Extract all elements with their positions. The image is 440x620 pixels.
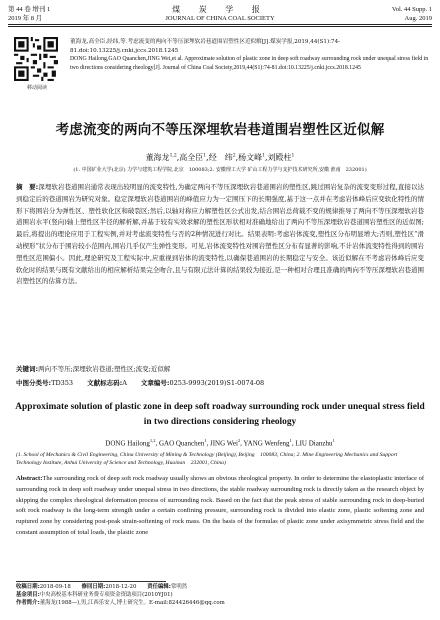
author-en: JING Wei — [210, 439, 238, 448]
header-right — [392, 6, 432, 23]
authors-cn: 董海龙$^{1,2}$,高全臣$^1$,经 纬$^2$,杨文峰$^1$,刘殿柱$^1$ — [145, 153, 295, 162]
abstract-en — [16, 474, 424, 539]
footnote-fund — [16, 591, 426, 599]
author-sup: 1 — [203, 153, 207, 159]
classification-row — [16, 378, 424, 387]
keywords-label: 关键词: — [16, 365, 39, 373]
affiliation-en: (1. School of Mechanics & Civil Engineering, China University of Mining & Technology (Beijing), Beijing 100083, China; 2. Mine Engineering Mechanics and Support Technology Institute, Anhui University of Science and Technology, Huainan 232001, China) — [16, 452, 398, 466]
article-no-label: 文章编号: — [140, 379, 170, 387]
author-sup: 1 — [204, 438, 207, 443]
author-bio-text: 董海龙(1988—),男,江西乐安人,博士研究生。E-mail:824426446@qq.com — [39, 600, 225, 606]
fund-text: 中央高校基本科研业务费专项资金资助项目(2010YJ01) — [39, 592, 173, 598]
keywords-text: 两向不等压;深埋软岩巷道;塑性区;流变;近似解 — [38, 365, 171, 373]
citation-authors-cn: 董海龙,高全臣,经纬,等. — [70, 39, 128, 45]
authors-en: DONG Hailong$^{1,2}$, GAO Quanchen$^1$, JING Wei$^2$, YANG Wenfeng$^1$, LIU Dianzhu$^1$ — [105, 438, 335, 448]
citation-block — [70, 38, 434, 72]
doc-code-label: 文献标志码: — [87, 379, 123, 387]
header-rule-thick — [8, 24, 432, 25]
abstract-cn — [16, 182, 424, 288]
author-en: DONG Hailong — [105, 439, 150, 448]
editor-name: 常明然 — [170, 584, 188, 590]
abstract-text-cn: 深埋软岩巷道围岩通常表现出较明显的流变特性,为确定两向不等压深埋软岩巷道围岩的塑性区,跳过围岩复杂的流变变形过程,直接以达到稳定后的巷道围岩为研究对象。稳定深埋软岩巷道围岩的峰值应力为一定围压下的长期强度,基于这一点并在考虑岩体峰后应变软化特性的情形下将围岩分为弹性区、塑性软化区和破裂区;然后,以轴对称应力解塑性区公式出发,结合围岩总荷载不变的规律推导了两向不等压深埋软岩巷道围岩水平(竖向)轴上塑性区半径的解析解,并基于较有实效求解的塑性区形状相对准确地给出了两向不等压深埋软岩巷道围岩塑性区的近似图;最后,将提出的理论应用于工程实例,并对考虑流变特性与否的2种情况进行对比。结果表明:考虑岩体流变,塑性区分布明显增大;否则,塑性区“滑动楔形”状分布于围岩较小范围内,围岩几乎仅产生弹性变形。可见,岩体流变特性对围岩塑性区分布有显著的影响,不计岩体流变特性得到的围岩塑性区范围偏小。因此,理论研究及工程实际中,应重视到岩体的流变特性,以确保巷道围岩的长期稳定与安全。该近似解在不考虑岩体峰后应变软化时的结果与既有文献给出的相应解析结果完全吻合,且与有限元法计算的结果较为接近,是一种相对合理且准确的两向不等压深埋软岩巷道围岩塑性区的估算方法。 — [16, 183, 424, 286]
citation-cn: 考虑流变的两向不等压深埋软岩巷道围岩塑性区近似解[J].煤炭学报,2019,44(S1):74-81.doi:10.13225/j.cnki.jccs.2018.1245 — [70, 39, 341, 54]
author-en: GAO Quanchen — [158, 439, 205, 448]
author-bio-label: 作者简介: — [16, 600, 40, 606]
footnote-rule — [16, 581, 166, 582]
clc-value: TD353 — [51, 379, 74, 387]
author-cn: 经 纬 — [208, 153, 233, 162]
fund-label: 基金项目: — [16, 592, 40, 598]
author-cn: 刘殿柱 — [267, 153, 292, 162]
author-sup: 1,2 — [169, 153, 177, 159]
date-cn: 2019 年 8 月 — [8, 14, 43, 22]
author-cn: 杨文峰 — [238, 153, 263, 162]
affiliation-cn: (1. 中国矿业大学(北京) 力学与建筑工程学院,北京 100083;2. 安徽理工大学 矿山工程力学与支护技术研究所,安徽 淮南 232001) — [73, 167, 367, 173]
header-center — [8, 6, 432, 23]
received-label: 收稿日期: — [16, 584, 40, 590]
received-date: 2018-09-18 — [39, 584, 71, 590]
qr-code-icon[interactable] — [14, 37, 58, 81]
editor-label: 责任编辑: — [147, 584, 171, 590]
volume-issue-cn: 第 44 卷 增刊 1 — [8, 6, 51, 13]
footnote — [16, 583, 426, 607]
author-sup: 2 — [237, 438, 241, 443]
author-cn: 高全臣 — [179, 153, 204, 162]
author-sup: 1 — [262, 153, 265, 159]
footnote-dates — [16, 583, 426, 591]
abstract-label-cn: 摘 要: — [16, 183, 39, 191]
header-rule-thin — [8, 26, 432, 27]
abstract-text-en: The surrounding rock of deep soft rock roadway usually shows an obvious rheological property. In order to determine the elastoplastic interface of surrounding rock in deep soft roadway under unequal stress in two directions, the stable roadway surrounding rock is directly taken as the research object by skipping the complex rheological deformation process of surrounding rock. Based on the fact that the peak stress of stable surrounding rock in deep-buried soft rock roadway is the long-term strength under a certain confining pressure, surrounding rock is divided into elastic zone, plastic softening zone and ruptured zone by considering post-peak strain-softening of rock mass. On the basis of the formulas of plastic zone under axisymmetric stress field and the constant assumption of total loads, the plastic zone — [16, 475, 424, 536]
abstract-label-en: Abstract: — [16, 475, 43, 482]
citation-en: DONG Hailong,GAO Quanchen,JING Wei,et al. Approximate solution of plastic zone in deep soft roadway surrounding rock under unequal stress field in two directions considering rheology[J]. Journal of China Coal Society,2019,44(S1):74-81.doi:10.13225/j.cnki.jccs.2018.1245 — [70, 56, 429, 71]
clc-label: 中图分类号: — [16, 379, 52, 387]
keywords-cn — [16, 364, 424, 373]
volume-issue-en: Vol. 44 Supp. 1 — [391, 6, 432, 13]
author-cn: 董海龙 — [145, 153, 170, 162]
doc-code-value: A — [122, 379, 127, 387]
footnote-author — [16, 599, 426, 607]
journal-name-en: JOURNAL OF CHINA COAL SOCIETY — [165, 14, 275, 22]
author-sup: 2 — [232, 153, 236, 159]
paper-title-en: Approximate solution of plastic zone in deep soft roadway surrounding rock under unequal stress field in two directions considering rheology — [15, 402, 425, 427]
revised-date: 2018-12-20 — [105, 584, 137, 590]
author-sup: 1 — [332, 438, 335, 443]
author-sup: 1 — [291, 153, 295, 159]
revised-label: 修回日期: — [81, 584, 106, 590]
author-en: LIU Dianzhu — [295, 439, 333, 448]
date-en: Aug. 2019 — [404, 14, 432, 22]
author-sup: 1 — [289, 438, 292, 443]
article-no-value: 0253-9993(2019)S1-0074-08 — [169, 379, 265, 387]
qr-caption: 移动阅读 — [26, 85, 47, 91]
paper-title-cn: 考虑流变的两向不等压深埋软岩巷道围岩塑性区近似解 — [55, 122, 385, 138]
journal-name-cn: 煤 炭 学 报 — [172, 5, 268, 14]
journal-header — [8, 6, 432, 34]
author-sup: 1,2 — [149, 438, 156, 443]
author-en: YANG Wenfeng — [243, 439, 290, 448]
